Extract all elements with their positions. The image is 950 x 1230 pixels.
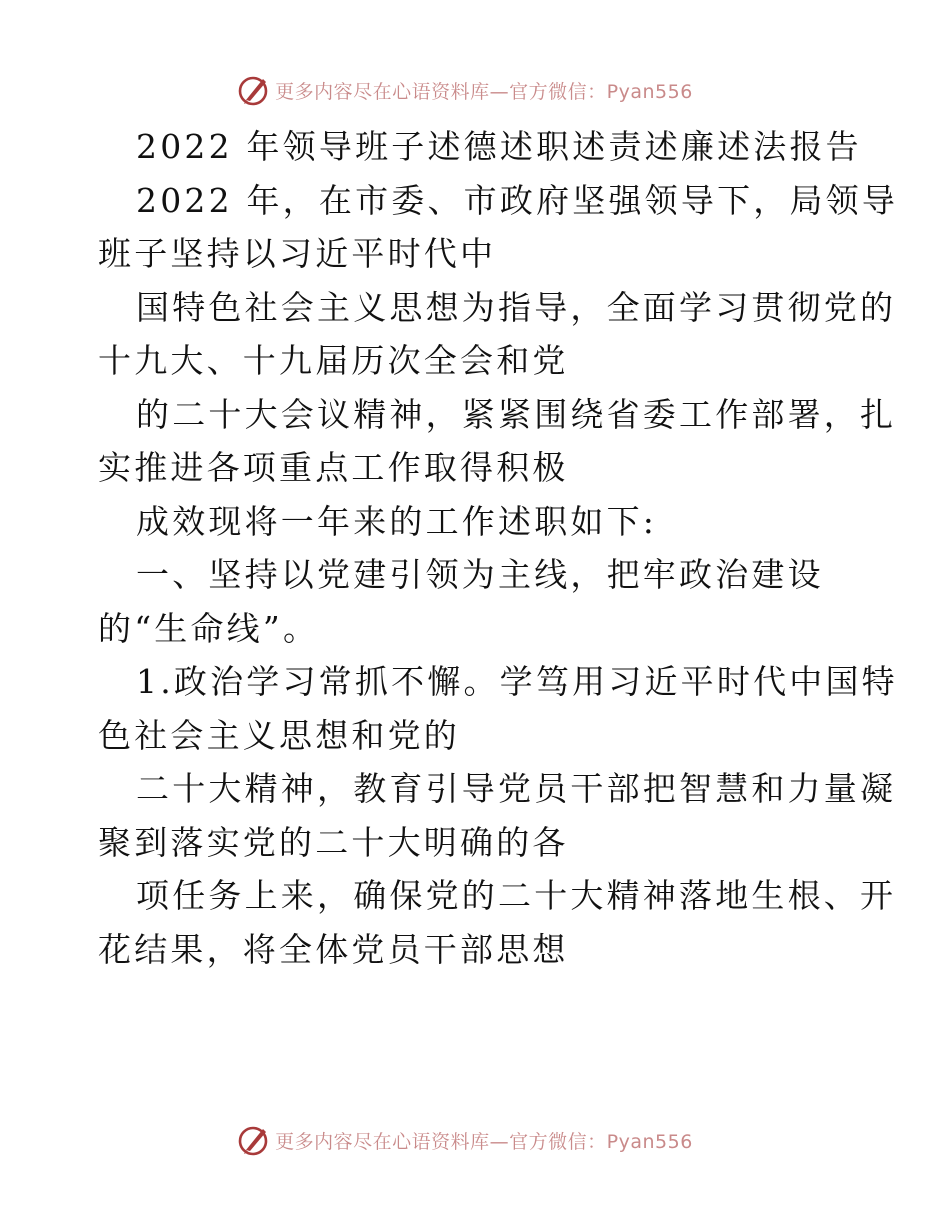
footer-watermark [237,1123,693,1157]
document-line: 成效现将一年来的工作述职如下: [136,501,658,541]
document-line: 项任务上来，确保党的二十大精神落地生根、开 [136,876,897,915]
document-title: 2022 年领导班子述德述职述责述廉述法报告 [136,127,862,166]
document-line: 一、坚持以党建引领为主线，把牢政治建设 [136,555,824,594]
document-line: 实推进各项重点工作取得积极 [98,448,569,487]
quill-pen-logo-icon [237,73,271,107]
quill-pen-logo-icon [237,1123,271,1157]
document-line: 1.政治学习常抓不懈。学笃用习近平时代中国特 [136,662,898,701]
header-watermark-text: 更多内容尽在心语资料库—官方微信：Pyan556 [275,80,693,103]
document-line: 的“生命线”。 [98,608,320,648]
document-body [98,120,899,976]
footer-watermark-banner [0,1120,950,1160]
document-line: 班子坚持以习近平时代中 [98,234,497,273]
document-line: 花结果，将全体党员干部思想 [98,929,569,969]
document-line: 聚到落实党的二十大明确的各 [98,822,569,862]
document-line: 十九大、十九届历次全会和党 [98,341,569,380]
document-line: 二十大精神，教育引导党员干部把智慧和力量凝 [136,769,897,808]
document-line: 国特色社会主义思想为指导，全面学习贯彻党的 [136,287,897,327]
document-line: 的二十大会议精神，紧紧围绕省委工作部署，扎 [136,394,897,434]
footer-watermark-text: 更多内容尽在心语资料库—官方微信：Pyan556 [275,1130,693,1153]
document-line: 2022 年，在市委、市政府坚强领导下，局领导 [136,180,899,220]
document-line: 色社会主义思想和党的 [98,715,460,755]
header-watermark-banner [0,70,950,110]
header-watermark [237,73,693,107]
